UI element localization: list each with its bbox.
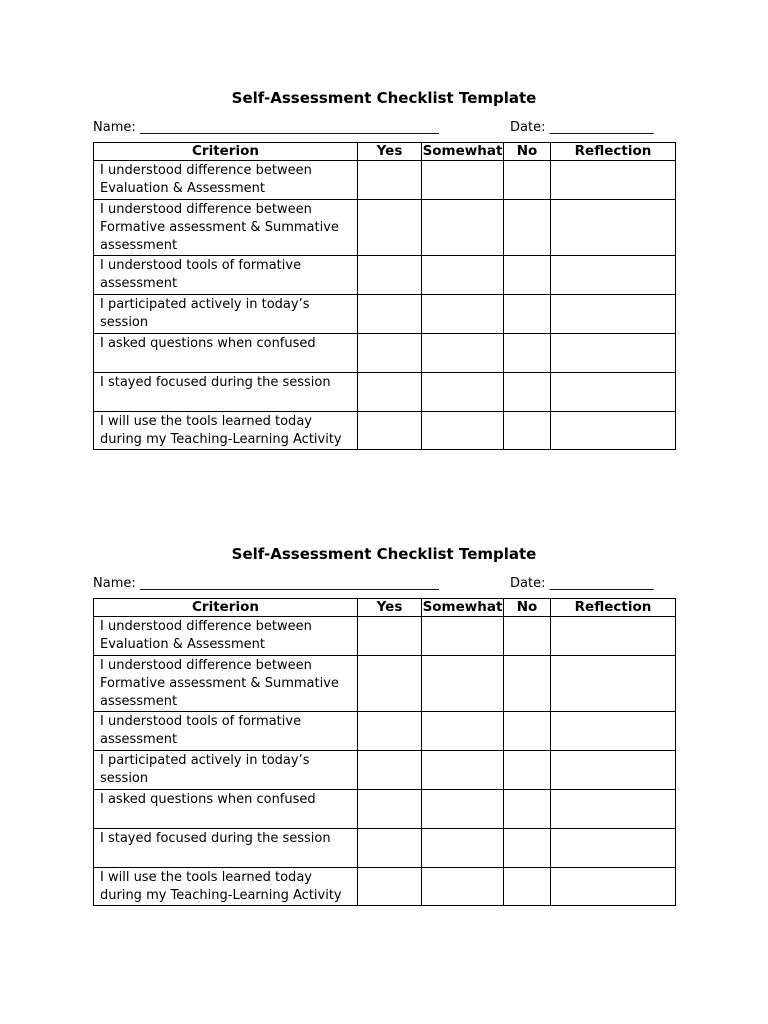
checklist-table	[93, 598, 676, 906]
col-yes: Yes	[358, 599, 422, 617]
criterion-cell: I asked questions when confused	[94, 334, 358, 373]
reflection-cell[interactable]	[551, 617, 676, 656]
somewhat-cell[interactable]	[422, 790, 504, 829]
col-no: No	[504, 143, 551, 161]
criterion-cell: I asked questions when confused	[94, 790, 358, 829]
yes-cell[interactable]	[358, 868, 422, 906]
checklist-title: Self-Assessment Checklist Template	[231, 545, 537, 563]
reflection-cell[interactable]	[551, 868, 676, 906]
no-cell[interactable]	[504, 412, 551, 450]
reflection-cell[interactable]	[551, 656, 676, 712]
date-field: Date: ________________	[510, 576, 654, 591]
table-row	[94, 617, 676, 656]
criterion-cell: I understood tools of formative assessment	[94, 256, 358, 295]
somewhat-cell[interactable]	[422, 161, 504, 200]
col-somewhat: Somewhat	[422, 599, 503, 615]
reflection-cell[interactable]	[551, 751, 676, 790]
no-cell[interactable]	[504, 373, 551, 412]
yes-cell[interactable]	[358, 295, 422, 334]
table-row	[94, 373, 676, 412]
no-cell[interactable]	[504, 751, 551, 790]
somewhat-cell[interactable]	[422, 373, 504, 412]
criterion-cell: I understood tools of formative assessment	[94, 712, 358, 751]
reflection-cell[interactable]	[551, 412, 676, 450]
criterion-cell: I understood difference between Evaluation & Assessment	[94, 161, 358, 200]
checklist-title: Self-Assessment Checklist Template	[231, 89, 537, 107]
somewhat-cell[interactable]	[422, 868, 504, 906]
no-cell[interactable]	[504, 712, 551, 751]
table-row	[94, 256, 676, 295]
somewhat-cell[interactable]	[422, 200, 504, 256]
somewhat-cell[interactable]	[422, 751, 504, 790]
table-row	[94, 200, 676, 256]
name-field: Name: ______________________________________________	[93, 576, 439, 591]
criterion-cell: I participated actively in today’s session	[94, 751, 358, 790]
col-reflection: Reflection	[551, 599, 676, 617]
somewhat-cell[interactable]	[422, 412, 504, 450]
criterion-cell: I understood difference between Evaluation & Assessment	[94, 617, 358, 656]
yes-cell[interactable]	[358, 334, 422, 373]
reflection-cell[interactable]	[551, 200, 676, 256]
no-cell[interactable]	[504, 617, 551, 656]
no-cell[interactable]	[504, 790, 551, 829]
yes-cell[interactable]	[358, 751, 422, 790]
date-field: Date: ________________	[510, 120, 654, 135]
criterion-cell: I understood difference between Formative assessment & Summative assessment	[94, 200, 358, 256]
table-row	[94, 656, 676, 712]
somewhat-cell[interactable]	[422, 829, 504, 868]
somewhat-cell[interactable]	[422, 256, 504, 295]
table-row	[94, 712, 676, 751]
reflection-cell[interactable]	[551, 790, 676, 829]
reflection-cell[interactable]	[551, 334, 676, 373]
col-reflection: Reflection	[551, 143, 676, 161]
col-somewhat: Somewhat	[422, 143, 503, 159]
no-cell[interactable]	[504, 161, 551, 200]
yes-cell[interactable]	[358, 712, 422, 751]
criterion-cell: I understood difference between Formative assessment & Summative assessment	[94, 656, 358, 712]
criterion-cell: I will use the tools learned today during my Teaching-Learning Activity	[94, 412, 358, 450]
table-row	[94, 161, 676, 200]
somewhat-cell[interactable]	[422, 712, 504, 751]
yes-cell[interactable]	[358, 790, 422, 829]
col-criterion: Criterion	[94, 599, 358, 617]
no-cell[interactable]	[504, 829, 551, 868]
criterion-cell: I stayed focused during the session	[94, 829, 358, 868]
reflection-cell[interactable]	[551, 373, 676, 412]
no-cell[interactable]	[504, 256, 551, 295]
criterion-cell: I will use the tools learned today during my Teaching-Learning Activity	[94, 868, 358, 906]
somewhat-cell[interactable]	[422, 656, 504, 712]
no-cell[interactable]	[504, 656, 551, 712]
col-no: No	[504, 599, 551, 617]
table-row	[94, 295, 676, 334]
yes-cell[interactable]	[358, 617, 422, 656]
yes-cell[interactable]	[358, 200, 422, 256]
reflection-cell[interactable]	[551, 295, 676, 334]
reflection-cell[interactable]	[551, 712, 676, 751]
somewhat-cell[interactable]	[422, 617, 504, 656]
col-yes: Yes	[358, 143, 422, 161]
reflection-cell[interactable]	[551, 256, 676, 295]
no-cell[interactable]	[504, 295, 551, 334]
name-field: Name: ______________________________________________	[93, 120, 439, 135]
table-row	[94, 829, 676, 868]
col-criterion: Criterion	[94, 143, 358, 161]
somewhat-cell[interactable]	[422, 295, 504, 334]
yes-cell[interactable]	[358, 373, 422, 412]
criterion-cell: I stayed focused during the session	[94, 373, 358, 412]
table-row	[94, 412, 676, 450]
yes-cell[interactable]	[358, 656, 422, 712]
table-row	[94, 334, 676, 373]
yes-cell[interactable]	[358, 256, 422, 295]
somewhat-cell[interactable]	[422, 334, 504, 373]
no-cell[interactable]	[504, 868, 551, 906]
no-cell[interactable]	[504, 334, 551, 373]
checklist-table	[93, 142, 676, 450]
yes-cell[interactable]	[358, 829, 422, 868]
header-row	[94, 143, 676, 161]
reflection-cell[interactable]	[551, 161, 676, 200]
reflection-cell[interactable]	[551, 829, 676, 868]
header-row	[94, 599, 676, 617]
no-cell[interactable]	[504, 200, 551, 256]
yes-cell[interactable]	[358, 161, 422, 200]
table-row	[94, 751, 676, 790]
yes-cell[interactable]	[358, 412, 422, 450]
criterion-cell: I participated actively in today’s session	[94, 295, 358, 334]
table-row	[94, 868, 676, 906]
table-row	[94, 790, 676, 829]
